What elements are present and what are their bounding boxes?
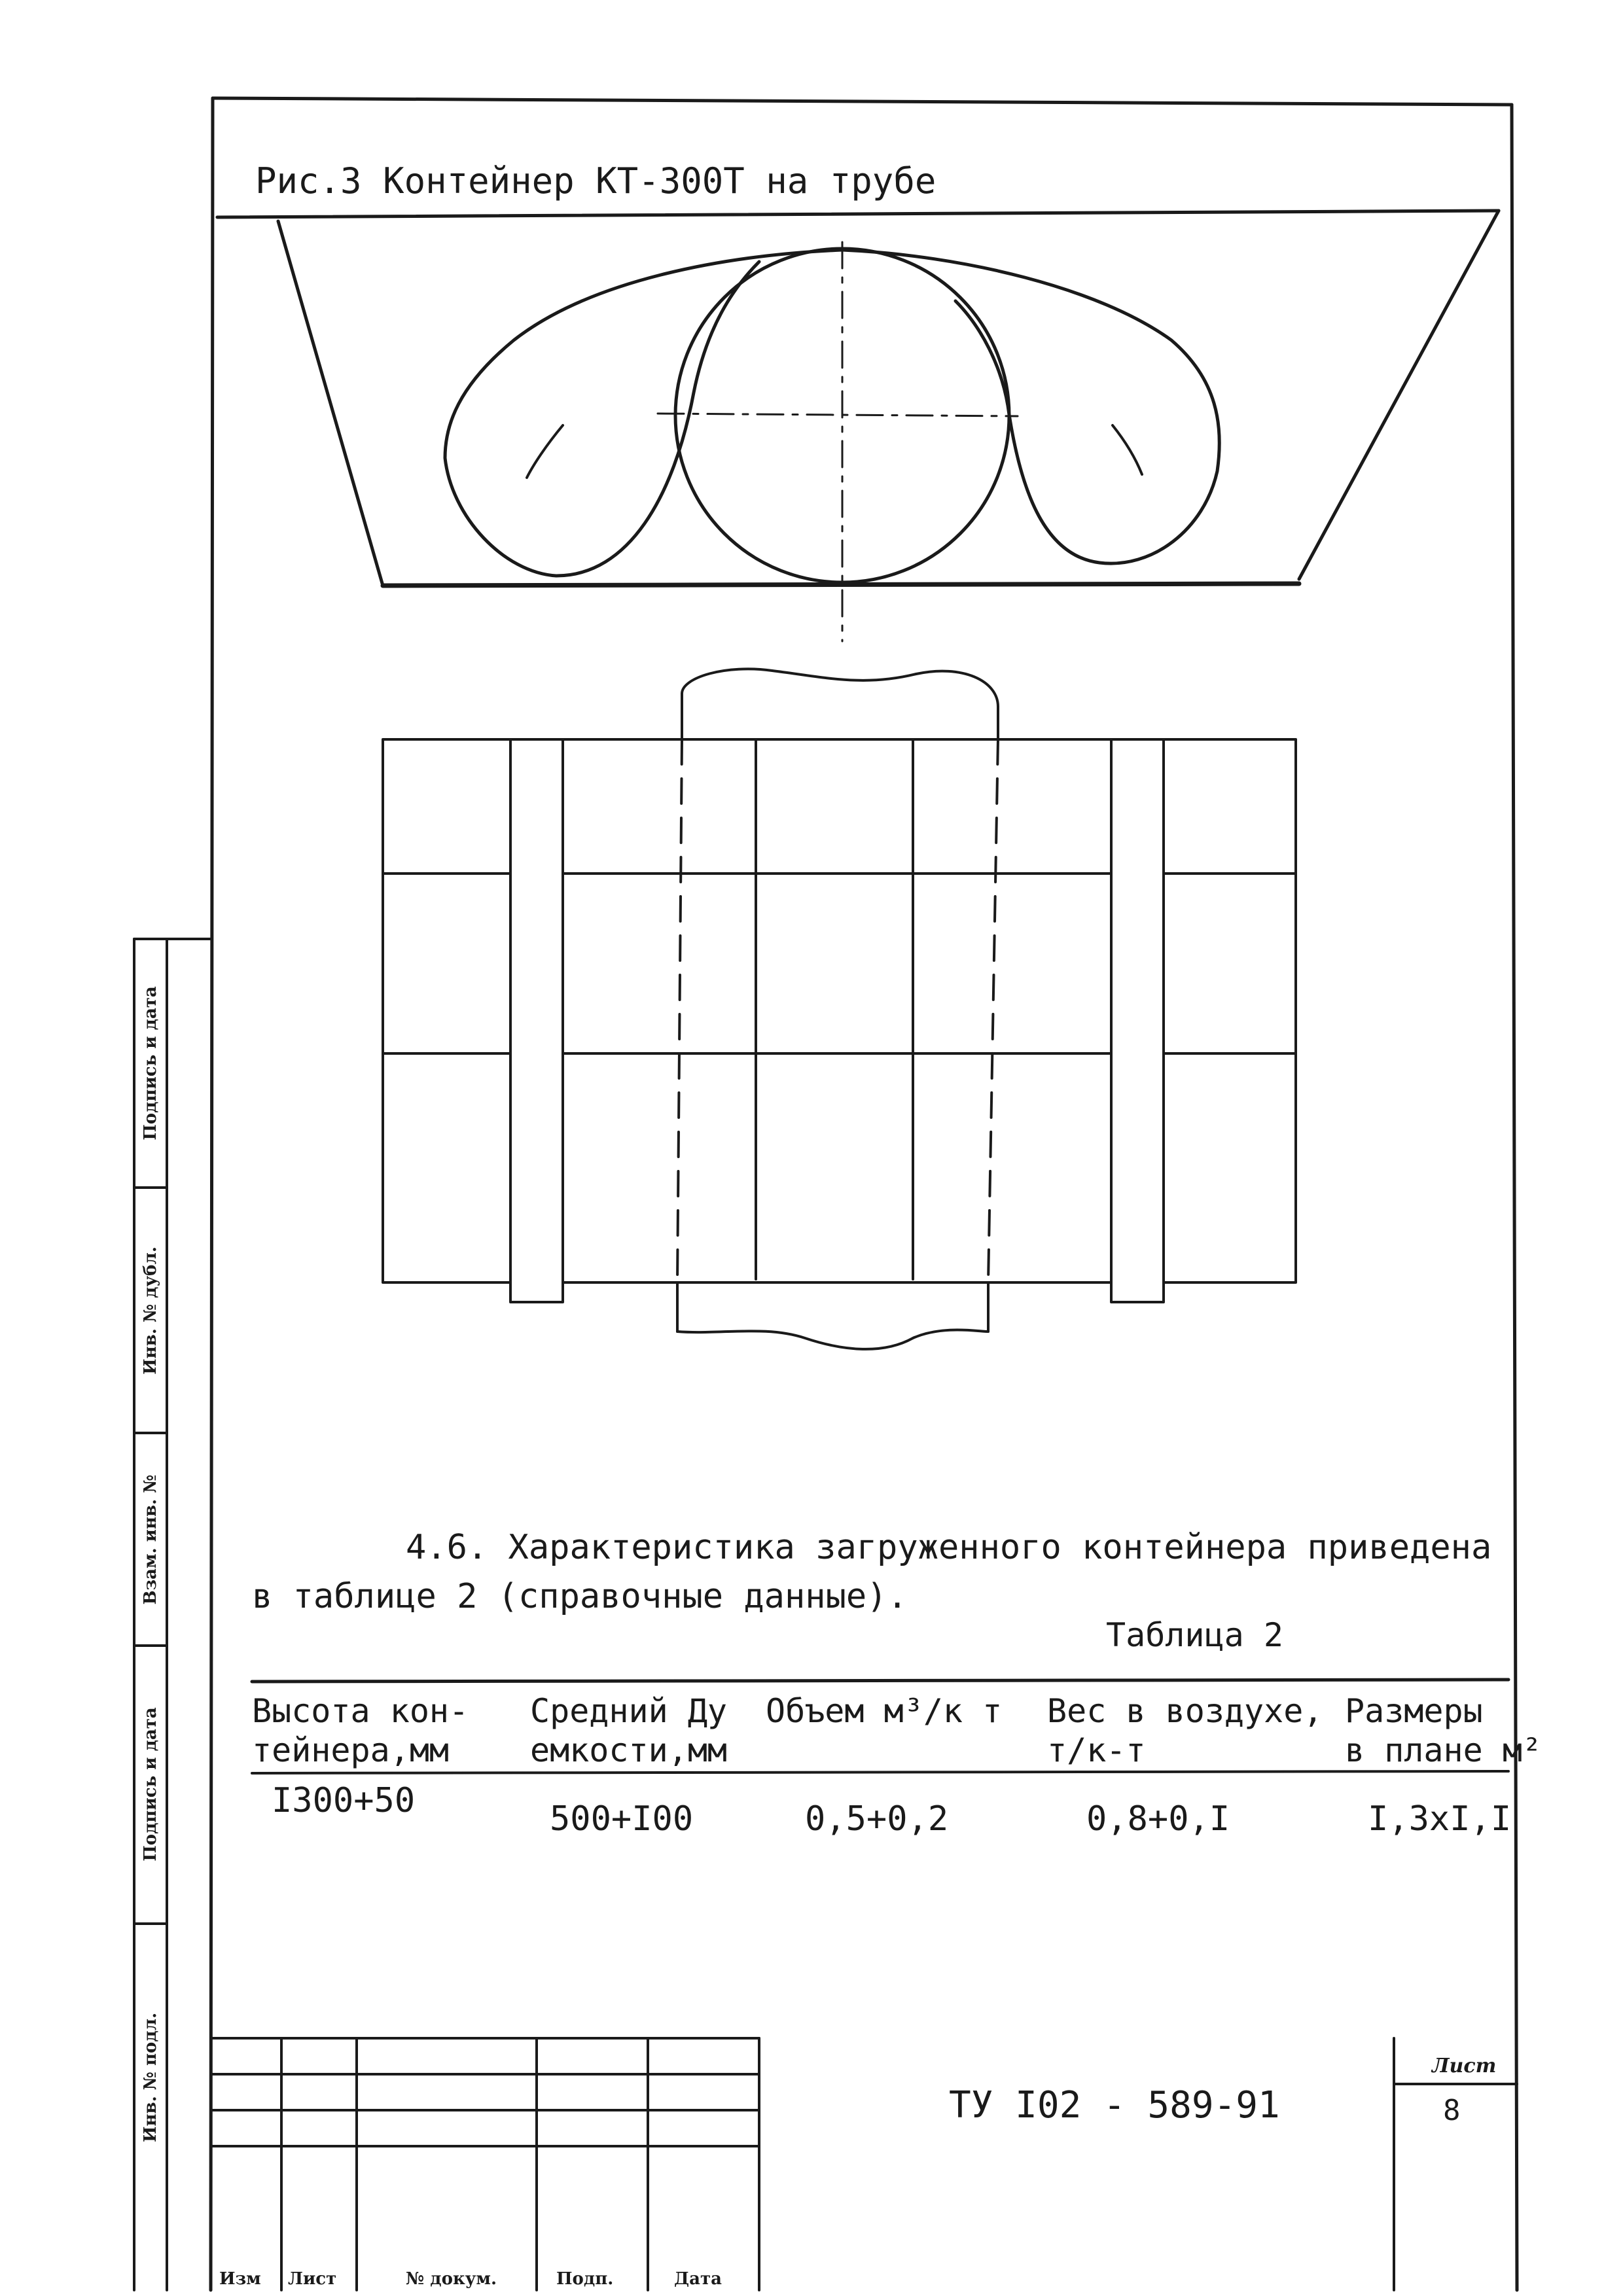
column-label-change: Изм bbox=[219, 2269, 261, 2289]
header-cell-dimensions: Размеры в плане м² bbox=[1345, 1692, 1543, 1769]
left-lobe-mark bbox=[527, 425, 563, 478]
pipe-plan-view bbox=[677, 669, 998, 1349]
cell-weight-value: 0,8+0,I bbox=[1086, 1799, 1230, 1839]
cell-diameter-value: 500+I00 bbox=[550, 1799, 694, 1839]
header-cell-height: Высота кон- тейнера,мм bbox=[252, 1692, 469, 1769]
cell-volume-value: 0,5+0,2 bbox=[805, 1799, 949, 1839]
sheet-label: Лист bbox=[1432, 2055, 1497, 2077]
sheet-number: 8 bbox=[1443, 2094, 1461, 2127]
side-label-signature-date-1: Подпись и дата bbox=[141, 986, 160, 1140]
left-bag-lobe bbox=[445, 250, 842, 576]
column-label-sheet: Лист bbox=[288, 2269, 337, 2289]
paragraph-line-1: 4.6. Характеристика загруженного контейнера приведена bbox=[406, 1528, 1492, 1567]
cell-height-value: I300+50 bbox=[272, 1781, 416, 1820]
container-cross-section bbox=[217, 211, 1499, 586]
strap-left bbox=[510, 739, 563, 1302]
table-top-rule bbox=[252, 1680, 1508, 1682]
figure-caption: Рис.3 Контейнер КТ-300Т на трубе bbox=[255, 160, 936, 202]
strap-right bbox=[1111, 739, 1164, 1302]
paragraph-line-2: в таблице 2 (справочные данные). bbox=[252, 1577, 908, 1616]
side-label-replaced-inventory: Взам. инв. № bbox=[141, 1474, 160, 1605]
column-label-date: Дата bbox=[674, 2269, 722, 2289]
side-label-signature-date-2: Подпись и дата bbox=[141, 1707, 160, 1862]
frame-left bbox=[211, 98, 213, 2290]
column-label-signature: Подп. bbox=[556, 2269, 614, 2289]
right-lobe-mark bbox=[1113, 425, 1142, 474]
header-cell-weight: Вес в воздухе, т/к-т bbox=[1047, 1692, 1323, 1769]
header-cell-volume: Объем м³/к т bbox=[766, 1692, 1003, 1730]
side-label-original-inventory: Инв. № подл. bbox=[141, 2012, 160, 2143]
right-bag-lobe bbox=[842, 250, 1219, 563]
title-block-frame bbox=[211, 2038, 1517, 2290]
header-cell-diameter: Средний Ду емкости,мм bbox=[530, 1692, 728, 1769]
side-label-dup-inventory: Инв. № дубл. bbox=[141, 1246, 160, 1375]
table-label: Таблица 2 bbox=[1106, 1616, 1283, 1654]
table-header-rule bbox=[252, 1771, 1508, 1773]
cell-dimensions-value: I,3xI,I bbox=[1368, 1799, 1512, 1839]
frame-top bbox=[213, 98, 1512, 105]
column-label-doc-no: № докум. bbox=[406, 2269, 497, 2289]
frame-right bbox=[1512, 105, 1517, 2290]
document-number: ТУ I02 - 589-91 bbox=[949, 2084, 1280, 2127]
